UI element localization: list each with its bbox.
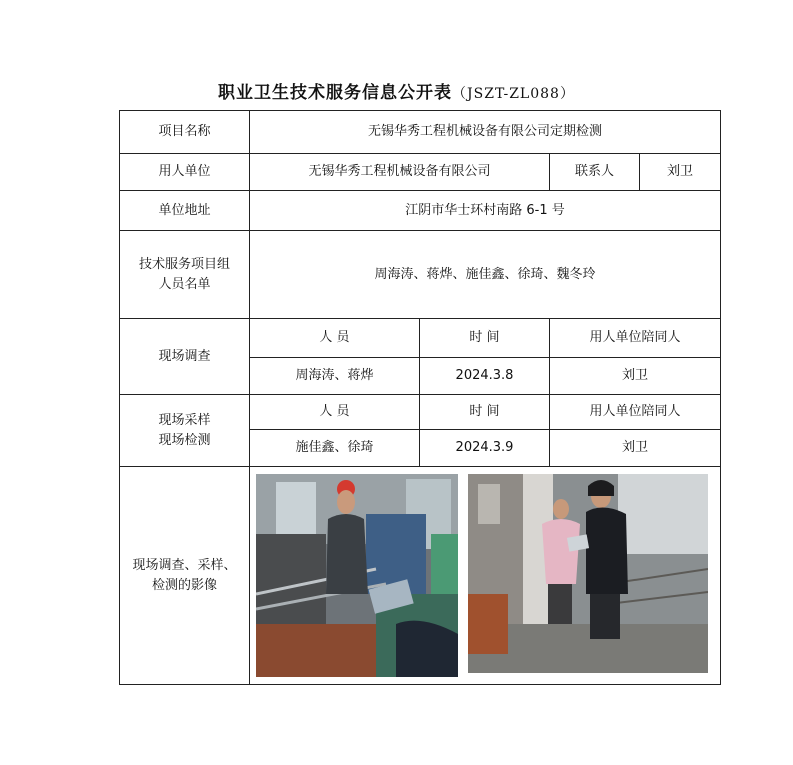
- sampling-header-people: 人 员: [250, 395, 420, 430]
- images-label-line1: 现场调查、采样、: [132, 557, 237, 573]
- images-label: [120, 467, 250, 685]
- images-label-line2: 检测的影像: [151, 577, 217, 593]
- team-label-line2: 人员名单: [158, 276, 211, 292]
- form-code: （JSZT-ZL088）: [452, 86, 575, 102]
- page-title: [0, 78, 793, 103]
- sampling-label-line2: 现场检测: [158, 432, 211, 448]
- contact-value: 刘卫: [640, 154, 721, 191]
- sampling-label: [120, 395, 250, 467]
- team-label-line1: 技术服务项目组: [138, 256, 230, 272]
- title-text: 职业卫生技术服务信息公开表: [218, 83, 453, 103]
- sampling-escort: 刘卫: [550, 430, 721, 467]
- employer-label: 用人单位: [120, 154, 250, 191]
- project-value: 无锡华秀工程机械设备有限公司定期检测: [250, 111, 721, 154]
- address-label: 单位地址: [120, 191, 250, 231]
- contact-label: 联系人: [550, 154, 640, 191]
- address-value: 江阴市华士环村南路 6-1 号: [250, 191, 721, 231]
- images-cell: [250, 467, 721, 685]
- workshop-photo-2: [468, 474, 708, 673]
- info-table: [119, 110, 721, 685]
- workshop-photo-1: [256, 474, 458, 677]
- survey-time: 2024.3.8: [420, 358, 550, 395]
- sampling-time: 2024.3.9: [420, 430, 550, 467]
- survey-header-people: 人 员: [250, 319, 420, 358]
- table-row: [120, 395, 721, 430]
- survey-header-escort: 用人单位陪同人: [550, 319, 721, 358]
- team-value: 周海涛、蒋烨、施佳鑫、徐琦、魏冬玲: [250, 231, 721, 319]
- survey-label: 现场调查: [120, 319, 250, 395]
- survey-header-time: 时 间: [420, 319, 550, 358]
- table-row: [120, 319, 721, 358]
- project-label: 项目名称: [120, 111, 250, 154]
- employer-value: 无锡华秀工程机械设备有限公司: [250, 154, 550, 191]
- survey-escort: 刘卫: [550, 358, 721, 395]
- sampling-header-time: 时 间: [420, 395, 550, 430]
- table-row: [120, 467, 721, 685]
- table-row: [120, 111, 721, 154]
- sampling-header-escort: 用人单位陪同人: [550, 395, 721, 430]
- table-row: [120, 231, 721, 319]
- sampling-people: 施佳鑫、徐琦: [250, 430, 420, 467]
- table-row: [120, 154, 721, 191]
- table-row: [120, 191, 721, 231]
- sampling-label-line1: 现场采样: [158, 412, 211, 428]
- survey-people: 周海涛、蒋烨: [250, 358, 420, 395]
- team-label: [120, 231, 250, 319]
